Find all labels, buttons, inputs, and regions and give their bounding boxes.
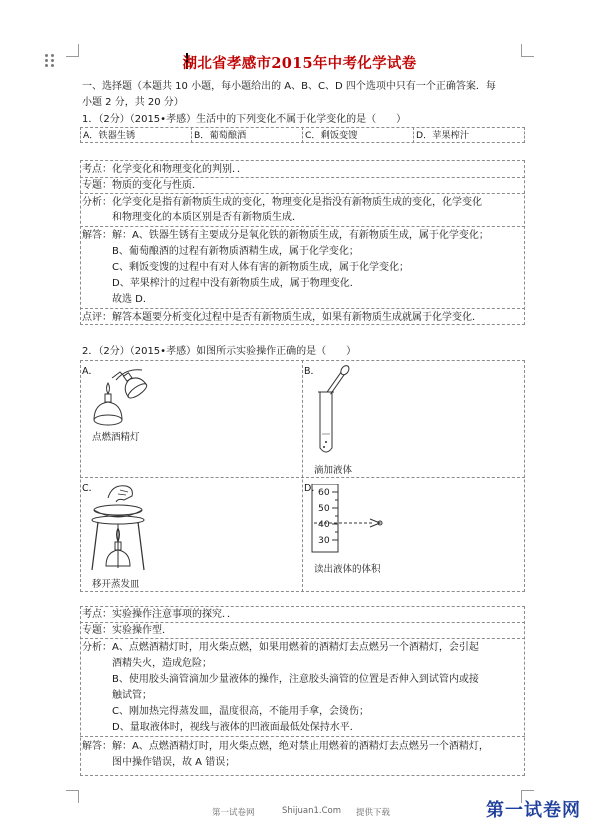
- q2-kaodian: 考点：实验操作注意事项的探究．．: [82, 609, 237, 620]
- q2-analysis-divider: [80, 622, 525, 623]
- q1-options-divider: [302, 127, 303, 143]
- question-1-stem: 1．（2分）（2015•孝感）生活中的下列变化不属于化学变化的是（ ）: [82, 114, 407, 125]
- cylinder-tick-30: 30: [318, 535, 330, 546]
- q2-figure-divider: [80, 477, 525, 478]
- alcohol-lamp-lighting-illustration: [86, 364, 156, 428]
- q2-fenxi-line-4: 触试管；: [112, 690, 152, 701]
- q1-options-divider: [413, 127, 414, 143]
- q1-jieda-line-3: C、剩饭变馊的过程中有对人体有害的新物质生成，属于化学变化；: [112, 262, 409, 273]
- q1-zhuanti: 专题：物质的变化与性质．: [82, 180, 202, 191]
- q1-analysis-divider: [80, 177, 525, 178]
- q2-fenxi-line-1: 分析：A、点燃酒精灯时，用火柴点燃，如果用燃着的酒精灯去点燃另一个酒精灯，会引起: [82, 642, 479, 653]
- q1-options-divider: [191, 127, 192, 143]
- q2-fenxi-line-3: B、使用胶头滴管滴加少量液体的操作，注意胶头滴管的位置是否伸入到试管内或接: [112, 674, 479, 685]
- q2-cell-a-letter: A．: [82, 366, 98, 377]
- q1-analysis-divider: [80, 308, 525, 309]
- q2-zhuanti: 专题：实验操作型．: [82, 625, 172, 636]
- q1-analysis-divider: [80, 193, 525, 194]
- q2-cell-d-caption: 读出液体的体积: [314, 564, 381, 575]
- q2-cell-c-letter: C．: [82, 483, 99, 494]
- q1-jieda-line-1: 解答：解：A、铁器生锈有主要成分是氧化铁的新物质生成，有新物质生成，属于化学变化；: [82, 230, 489, 241]
- q2-cell-a-caption: 点燃酒精灯: [92, 432, 140, 443]
- crop-mark-bottom-left: [66, 790, 79, 803]
- dropper-test-tube-illustration: [312, 362, 352, 458]
- footer-site-domain: Shijuan1.Com: [282, 806, 342, 816]
- q2-cell-b-caption: 滴加液体: [314, 465, 353, 476]
- q1-analysis-divider: [80, 226, 525, 227]
- site-logo: 第一试卷网: [486, 800, 581, 821]
- q2-jieda-line-1: 解答：解：A、点燃酒精灯时，用火柴点燃，绝对禁止用燃着的酒精灯去点燃另一个酒精灯，: [82, 741, 489, 752]
- q1-option-b: B．葡萄酿酒: [194, 130, 247, 141]
- q1-option-d: D．苹果榨汁: [416, 130, 470, 141]
- cylinder-tick-50: 50: [318, 503, 330, 514]
- q2-analysis-divider: [80, 638, 525, 639]
- question-2-stem: 2．（2分）（2015•孝感）如图所示实验操作正确的是（ ）: [82, 346, 357, 357]
- q1-dianping: 点评：解答本题要分析变化过程中是否有新物质生成，如果有新物质生成就属于化学变化．: [82, 312, 482, 323]
- footer-download-note: 提供下载: [356, 808, 391, 818]
- q1-kaodian: 考点：化学变化和物理变化的判别．．: [82, 164, 247, 175]
- cylinder-tick-60: 60: [318, 487, 330, 498]
- footer-site-name: 第一试卷网: [212, 808, 255, 818]
- q1-jieda-line-2: B、葡萄酿酒的过程有新物质酒精生成，属于化学变化；: [112, 246, 359, 257]
- q1-option-c: C．剩饭变馊: [305, 130, 358, 141]
- q2-analysis-divider: [80, 736, 525, 737]
- q2-cell-b-letter: B．: [304, 366, 321, 377]
- q1-fenxi-line-1: 分析：化学变化是指有新物质生成的变化，物理变化是指没有新物质生成的变化，化学变化: [82, 197, 482, 208]
- q2-cell-c-caption: 移开蒸发皿: [92, 579, 140, 590]
- q1-jieda-line-5: 故选 D．: [112, 294, 153, 305]
- cylinder-tick-40: 40: [318, 519, 330, 530]
- q1-fenxi-line-2: 和物理变化的本质区别是否有新物质生成．: [112, 212, 302, 223]
- q1-option-a: A．铁器生锈: [83, 130, 136, 141]
- q2-jieda-line-2: 图中操作错误，故 A 错误；: [112, 757, 236, 768]
- q2-fenxi-line-5: C、刚加热完得蒸发皿，温度很高，不能用手拿，会烫伤；: [112, 706, 369, 717]
- q2-cell-d-letter: D．: [304, 483, 321, 494]
- section-header-line-2: 小题 2 分，共 20 分）: [82, 97, 184, 108]
- document-title[interactable]: 湖北省孝感市2015年中考化学试卷: [182, 55, 417, 72]
- q2-fenxi-line-6: D、量取液体时，视线与液体的凹液面最低处保持水平．: [112, 722, 360, 733]
- q2-fenxi-line-2: 酒精失火，造成危险；: [112, 658, 212, 669]
- q2-figure-divider: [302, 360, 303, 592]
- evaporating-dish-tripod-illustration: [88, 480, 148, 572]
- section-header-line-1: 一、选择题（本题共 10 小题，每小题给出的 A、B、C、D 四个选项中只有一个正确答案．每: [82, 81, 496, 92]
- q1-jieda-line-4: D、苹果榨汁的过程中没有新物质生成，属于物理变化．: [112, 278, 360, 289]
